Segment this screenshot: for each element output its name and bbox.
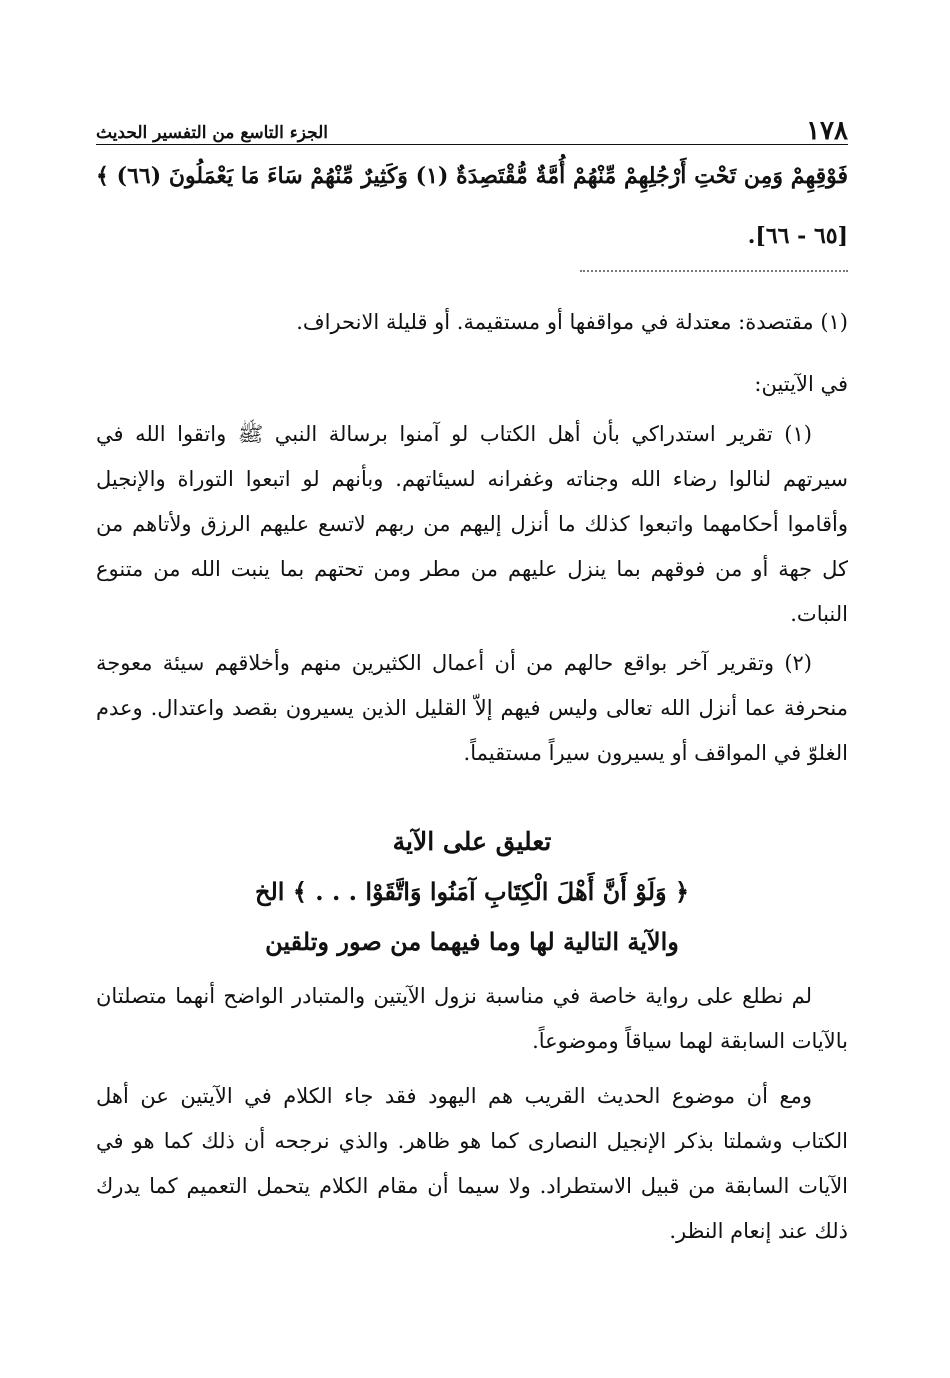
header-rule — [96, 144, 848, 145]
paragraph-2-text: (٢) وتقرير آخر بواقع حالهم من أن أعمال الكثيرين منهم وأخلاقهم سيئة معوجة منحرفة عما أنزل الله تعالى وليس فيهم إلاّ القليل الذين يسيرون بقصد واعتدال. وعدم الغلوّ في المواقف أو يسيرون سيراً مستقيماً. — [96, 651, 848, 765]
paragraph-4-text: ومع أن موضوع الحديث القريب هم اليهود فقد جاء الكلام في الآيتين عن أهل الكتاب وشملتا بذكر الإنجيل النصارى كما هو ظاهر. والذي نرجحه أن ذلك كما هو في الآيات السابقة من قبيل الاستطراد. ولا سيما أن مقام الكلام يتحمل التعميم كما يدرك ذلك عند إنعام النظر. — [96, 1084, 848, 1243]
page-header — [96, 112, 848, 144]
paragraph-3-text: لم نطلع على رواية خاصة في مناسبة نزول الآيتين والمتبادر الواضح أنهما متصلتان بالآيات السابقة لهما سياقاً وموضوعاً. — [96, 984, 848, 1053]
paragraph-4 — [96, 1074, 848, 1254]
commentary-heading-subtitle: والآية التالية لها وما فيهما من صور وتلقين — [265, 927, 679, 956]
verse-continuation: فَوْقِهِمْ وَمِن تَحْتِ أَرْجُلِهِمْ مِّنْهُمْ أُمَّةٌ مُّقْتَصِدَةٌ (١) وَكَثِيرٌ مِّنْهُمْ سَاءَ مَا يَعْمَلُونَ (٦٦) ﴾ [٦٥ - ٦٦]. — [96, 163, 848, 249]
running-title: الجزء التاسع من التفسير الحديث — [96, 123, 329, 143]
paragraph-1 — [96, 412, 848, 637]
paragraph-1-text: (١) تقرير استدراكي بأن أهل الكتاب لو آمنوا برسالة النبي ﷺ واتقوا الله في سيرتهم لنالوا رضاء الله وجناته وغفرانه لسيئاتهم. وبأنهم لو اتبعوا التوراة والإنجيل وأقاموا أحكامهما واتبعوا كذلك ما أنزل إليهم من ربهم لاتسع عليهم الرزق ولأتاهم من كل جهة أو من فوقهم بما ينزل عليهم من مطر ومن تحتهم بما ينبت الله من متنوع النبات. — [96, 422, 848, 626]
commentary-heading-title: تعليق على الآية — [392, 827, 552, 856]
commentary-heading-verse: ﴿ وَلَوْ أَنَّ أَهْلَ الْكِتَابِ آمَنُوا وَاتَّقَوْا . . . ﴾ الخ — [254, 877, 690, 906]
page-number: ١٧٨ — [806, 116, 848, 146]
section-label: في الآيتين: — [754, 372, 848, 396]
footnote: (١) مقتصدة: معتدلة في مواقفها أو مستقيمة. أو قليلة الانحراف. — [296, 310, 848, 334]
paragraph-3 — [96, 974, 848, 1064]
footnote-separator — [580, 270, 848, 272]
paragraph-2 — [96, 641, 848, 776]
